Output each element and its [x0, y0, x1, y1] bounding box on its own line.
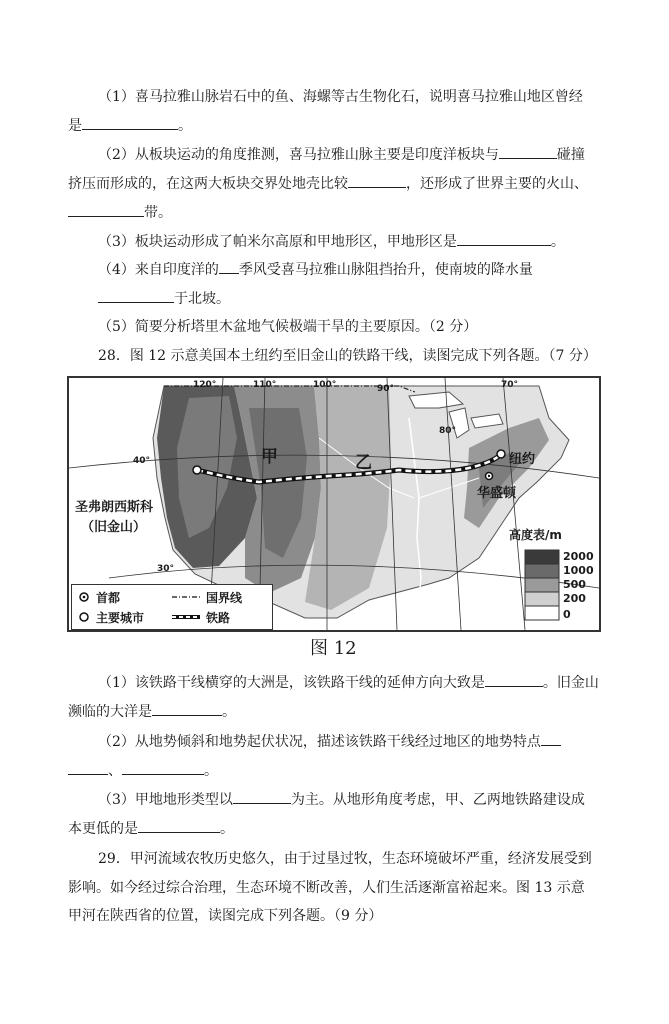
answer-blank[interactable] — [219, 259, 239, 274]
longitude-80: 80° — [439, 426, 457, 436]
q28-part2-line1: （2）从地势倾斜和地势起伏状况，描述该铁路干线经过地区的地势特点 — [98, 731, 561, 753]
q27-part2-line1: （2）从板块运动的角度推测，喜马拉雅山脉主要是印度洋板块与 碰撞 — [98, 144, 585, 166]
latitude-30: 30° — [157, 564, 175, 574]
legend-capital-label: 首都 — [96, 591, 121, 605]
longitude-120: 120° — [193, 380, 217, 390]
elevation-0: 0 — [563, 608, 571, 621]
elevation-legend — [509, 526, 562, 543]
q29-line1: 29．甲河流域农牧历史悠久，由于过垦过牧，生态环境破坏严重，经济发展受到 — [98, 851, 592, 867]
answer-blank[interactable] — [138, 818, 220, 833]
longitude-110: 110° — [253, 380, 277, 390]
map-legend — [71, 584, 273, 630]
elevation-500: 500 — [563, 578, 586, 591]
q27-part4-line1: （4）来自印度洋的 季风受喜马拉雅山脉阻挡抬升，使南坡的降水量 — [98, 259, 533, 281]
q27-part2-line3: 带。 — [68, 202, 172, 224]
q28-part2-line2: 、 。 — [68, 760, 218, 782]
q28-part3-line2: 本更低的是 。 — [68, 818, 234, 840]
q27-part5: （5）简要分析塔里木盆地气候极端干旱的主要原因。（2 分） — [98, 319, 478, 335]
q28-part3-line1: （3）甲地地形类型以 为主。从地形角度考虑，甲、乙两地铁路建设成 — [98, 789, 585, 811]
answer-blank[interactable] — [98, 288, 174, 303]
q29-line2: 影响。如今经过综合治理，生态环境不断改善，人们生活逐渐富裕起来。图 13 示意 — [68, 880, 585, 896]
q28-part1-line2: 濒临的大洋是 。 — [68, 701, 236, 723]
label-yi: 乙 — [355, 453, 372, 473]
legend-border-label: 国界线 — [206, 591, 243, 605]
q27-part1-line2: 是 。 — [68, 115, 192, 137]
label-newyork: 纽约 — [509, 452, 536, 467]
q27-part2-line2: 挤压而形成的，在这两大板块交界处地壳比较 ，还形成了世界主要的火山、 — [68, 173, 588, 195]
elevation-200: 200 — [563, 592, 586, 605]
answer-blank[interactable] — [499, 144, 557, 159]
answer-blank[interactable] — [152, 701, 222, 716]
figure-caption: 图 12 — [310, 638, 357, 659]
answer-blank[interactable] — [82, 115, 178, 130]
q27-part3: （3）板块运动形成了帕米尔高原和甲地形区，甲地形区是 。 — [98, 231, 565, 253]
answer-blank[interactable] — [485, 672, 543, 687]
label-san-francisco: 圣弗朗西斯科 — [75, 500, 154, 515]
longitude-70: 70° — [501, 380, 519, 390]
answer-blank[interactable] — [68, 760, 108, 775]
q27-part4-line2: 于北坡。 — [98, 288, 230, 310]
longitude-90: 90° — [377, 384, 395, 394]
answer-blank[interactable] — [122, 760, 204, 775]
elevation-1000: 1000 — [563, 564, 594, 577]
answer-blank[interactable] — [457, 231, 551, 246]
longitude-100: 100° — [313, 380, 337, 390]
latitude-40: 40° — [133, 456, 151, 466]
answer-blank[interactable] — [233, 789, 291, 804]
label-jia: 甲 — [261, 447, 278, 467]
label-washington: 华盛顿 — [477, 486, 517, 501]
q28-intro: 28．图 12 示意美国本土纽约至旧金山的铁路干线，读图完成下列各题。（7 分） — [98, 348, 597, 364]
elevation-2000: 2000 — [563, 550, 594, 563]
legend-rail-label: 铁路 — [206, 611, 231, 625]
answer-blank[interactable] — [68, 202, 144, 217]
elevation-title: 高度表/m — [509, 528, 562, 542]
legend-city-label: 主要城市 — [96, 611, 145, 625]
q28-part1-line1: （1）该铁路干线横穿的大洲是，该铁路干线的延伸方向大致是 。旧金山 — [98, 672, 599, 694]
us-railway-map — [67, 376, 601, 632]
answer-blank[interactable] — [541, 731, 561, 746]
q27-part1-line1: （1）喜马拉雅山脉岩石中的鱼、海螺等古生物化石，说明喜马拉雅山地区曾经 — [98, 89, 583, 105]
q29-line3: 甲河在陕西省的位置，读图完成下列各题。（9 分） — [68, 908, 383, 924]
label-san-francisco-alt: （旧金山） — [81, 520, 147, 535]
answer-blank[interactable] — [348, 173, 406, 188]
